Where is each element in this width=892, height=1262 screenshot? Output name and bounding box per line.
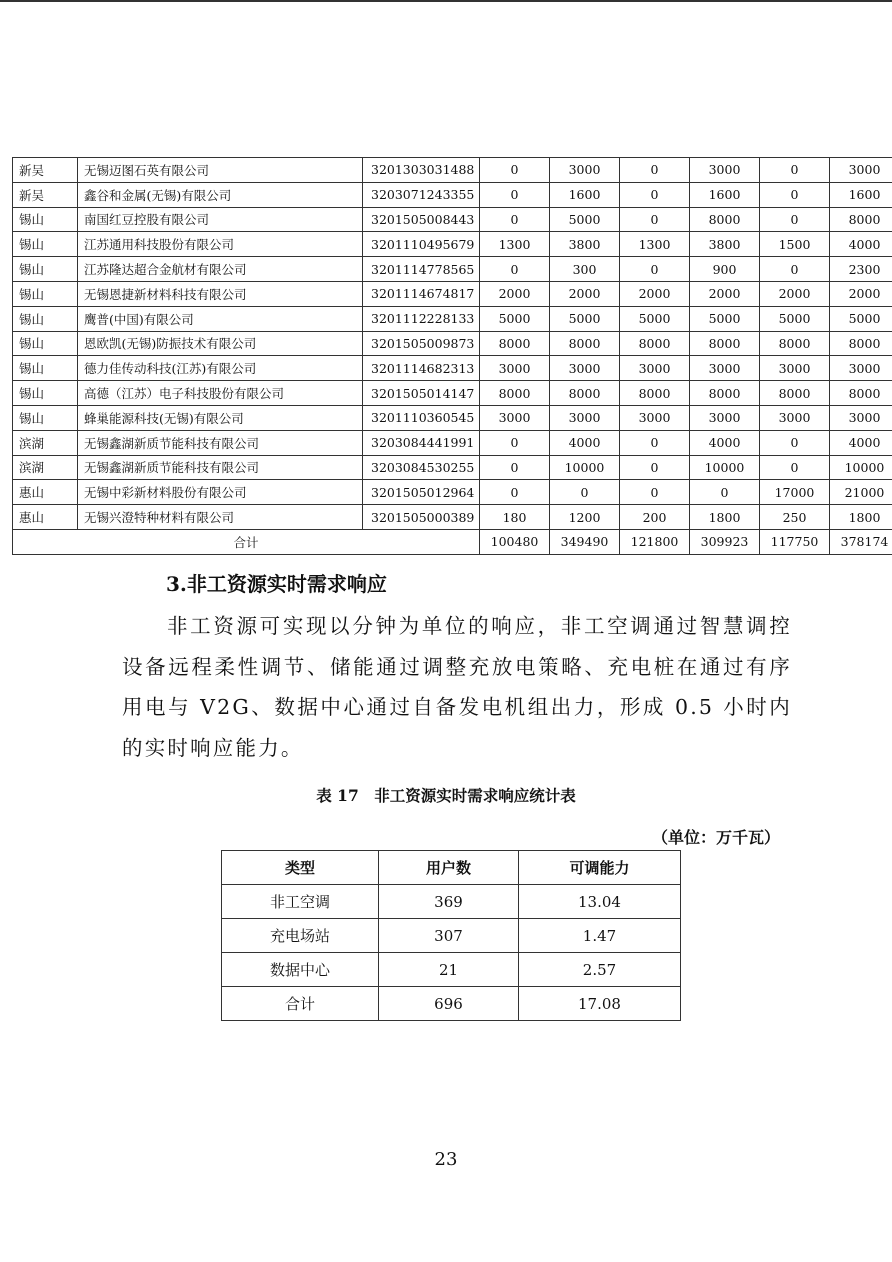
company-name-cell: 江苏隆达超合金航材有限公司 [78,257,363,282]
company-name-cell: 江苏通用科技股份有限公司 [78,232,363,257]
company-row [13,331,892,356]
capacity-value-cell: 10000 [830,455,892,480]
account-code-cell: 3201112228133 [363,306,480,331]
capacity-value-cell: 3800 [690,232,760,257]
capacity-value-cell: 2000 [830,281,892,306]
capacity-value-cell: 8000 [760,331,830,356]
district-cell: 新吴 [13,182,78,207]
company-row [13,405,892,430]
company-row [13,480,892,505]
capacity-value-cell: 8000 [830,207,892,232]
capacity-value-cell: 10000 [690,455,760,480]
capacity-value-cell: 200 [620,505,690,530]
district-cell: 滨湖 [13,430,78,455]
capacity-value-cell: 0 [620,257,690,282]
summary-type: 数据中心 [222,953,379,987]
summary-users: 21 [379,953,519,987]
company-name-cell: 恩欧凯(无锡)防振技术有限公司 [78,331,363,356]
capacity-value-cell: 0 [760,207,830,232]
capacity-value-cell: 5000 [620,306,690,331]
capacity-value-cell: 2000 [480,281,550,306]
capacity-value-cell: 0 [480,207,550,232]
account-code-cell: 3201114778565 [363,257,480,282]
capacity-value-cell: 8000 [690,331,760,356]
summary-capacity: 2.57 [519,953,681,987]
company-row [13,182,892,207]
district-cell: 惠山 [13,480,78,505]
capacity-value-cell: 0 [620,182,690,207]
total-label: 合计 [13,529,480,554]
company-row [13,207,892,232]
summary-capacity: 17.08 [519,987,681,1021]
capacity-value-cell: 3800 [550,232,620,257]
header-capacity: 可调能力 [519,851,681,885]
capacity-value-cell: 0 [480,480,550,505]
company-row [13,356,892,381]
capacity-value-cell: 1300 [620,232,690,257]
summary-row [222,885,681,919]
capacity-value-cell: 0 [480,455,550,480]
company-name-cell: 无锡迈图石英有限公司 [78,158,363,183]
summary-capacity: 13.04 [519,885,681,919]
capacity-value-cell: 5000 [480,306,550,331]
district-cell: 锡山 [13,356,78,381]
company-name-cell: 无锡鑫湖新质节能科技有限公司 [78,455,363,480]
section-heading: 3.非工资源实时需求响应 [166,572,387,596]
capacity-value-cell: 5000 [830,306,892,331]
capacity-value-cell: 1600 [690,182,760,207]
summary-users: 307 [379,919,519,953]
summary-users: 369 [379,885,519,919]
capacity-value-cell: 1300 [480,232,550,257]
account-code-cell: 3201114682313 [363,356,480,381]
company-row [13,158,892,183]
company-row [13,430,892,455]
capacity-value-cell: 10000 [550,455,620,480]
company-name-cell: 鹰普(中国)有限公司 [78,306,363,331]
district-cell: 锡山 [13,306,78,331]
capacity-value-cell: 3000 [480,356,550,381]
capacity-value-cell: 3000 [620,356,690,381]
capacity-value-cell: 8000 [830,331,892,356]
capacity-value-cell: 8000 [830,381,892,406]
district-cell: 锡山 [13,232,78,257]
capacity-value-cell: 3000 [830,356,892,381]
company-name-cell: 无锡恩捷新材料科技有限公司 [78,281,363,306]
district-cell: 锡山 [13,405,78,430]
capacity-value-cell: 900 [690,257,760,282]
district-cell: 锡山 [13,331,78,356]
company-name-cell: 高德（江苏）电子科技股份有限公司 [78,381,363,406]
company-row [13,455,892,480]
company-table-body [13,158,892,555]
capacity-value-cell: 3000 [760,356,830,381]
summary-type: 充电场站 [222,919,379,953]
capacity-value-cell: 8000 [690,207,760,232]
account-code-cell: 3201110360545 [363,405,480,430]
summary-users: 696 [379,987,519,1021]
company-name-cell: 无锡鑫湖新质节能科技有限公司 [78,430,363,455]
capacity-value-cell: 3000 [830,158,892,183]
capacity-value-cell: 0 [620,158,690,183]
capacity-value-cell: 5000 [690,306,760,331]
capacity-value-cell: 4000 [690,430,760,455]
company-name-cell: 无锡中彩新材料股份有限公司 [78,480,363,505]
capacity-value-cell: 2300 [830,257,892,282]
company-name-cell: 鑫谷和金属(无锡)有限公司 [78,182,363,207]
account-code-cell: 3201303031488 [363,158,480,183]
capacity-value-cell: 2000 [550,281,620,306]
account-code-cell: 3201505014147 [363,381,480,406]
capacity-value-cell: 4000 [830,232,892,257]
district-cell: 锡山 [13,381,78,406]
company-capacity-table [12,157,892,555]
district-cell: 锡山 [13,207,78,232]
capacity-value-cell: 0 [620,455,690,480]
capacity-value-cell: 0 [620,480,690,505]
capacity-value-cell: 1800 [690,505,760,530]
capacity-value-cell: 0 [480,257,550,282]
capacity-value-cell: 8000 [760,381,830,406]
capacity-value-cell: 0 [480,430,550,455]
account-code-cell: 3201110495679 [363,232,480,257]
capacity-value-cell: 0 [550,480,620,505]
summary-total-row [222,987,681,1021]
capacity-value-cell: 21000 [830,480,892,505]
district-cell: 锡山 [13,257,78,282]
summary-type: 合计 [222,987,379,1021]
capacity-value-cell: 1500 [760,232,830,257]
capacity-value-cell: 8000 [690,381,760,406]
total-value-cell: 349490 [550,529,620,554]
capacity-value-cell: 300 [550,257,620,282]
capacity-value-cell: 3000 [760,405,830,430]
capacity-value-cell: 0 [760,158,830,183]
header-type: 类型 [222,851,379,885]
company-name-cell: 无锡兴澄特种材料有限公司 [78,505,363,530]
capacity-value-cell: 3000 [550,356,620,381]
company-row [13,257,892,282]
table-caption: 表 17 非工资源实时需求响应统计表 [316,786,576,805]
account-code-cell: 3203084441991 [363,430,480,455]
company-row [13,381,892,406]
header-user-count: 用户数 [379,851,519,885]
capacity-value-cell: 5000 [550,207,620,232]
account-code-cell: 3201505008443 [363,207,480,232]
company-row [13,281,892,306]
capacity-value-cell: 0 [760,430,830,455]
capacity-value-cell: 17000 [760,480,830,505]
capacity-value-cell: 8000 [550,381,620,406]
account-code-cell: 3201114674817 [363,281,480,306]
account-code-cell: 3203071243355 [363,182,480,207]
company-total-row [13,529,892,554]
capacity-value-cell: 3000 [620,405,690,430]
capacity-value-cell: 0 [760,455,830,480]
company-name-cell: 蜂巢能源科技(无锡)有限公司 [78,405,363,430]
body-paragraph: 非工资源可实现以分钟为单位的响应，非工空调通过智慧调控设备远程柔性调节、储能通过调整充放电策略、充电桩在通过有序用电与 V2G、数据中心通过自备发电机组出力，形成 0.5 小时内的实时响应能力。 [122,614,792,760]
capacity-value-cell: 0 [760,182,830,207]
unit-note: （单位：万千瓦） [651,828,780,847]
capacity-value-cell: 8000 [620,381,690,406]
summary-type: 非工空调 [222,885,379,919]
total-value-cell: 378174 [830,529,892,554]
company-row [13,232,892,257]
capacity-value-cell: 0 [620,430,690,455]
district-cell: 滨湖 [13,455,78,480]
capacity-value-cell: 8000 [620,331,690,356]
account-code-cell: 3201505000389 [363,505,480,530]
district-cell: 锡山 [13,281,78,306]
company-name-cell: 南国红豆控股有限公司 [78,207,363,232]
capacity-value-cell: 250 [760,505,830,530]
company-row [13,505,892,530]
capacity-value-cell: 3000 [550,158,620,183]
total-value-cell: 117750 [760,529,830,554]
capacity-value-cell: 3000 [480,405,550,430]
capacity-value-cell: 4000 [550,430,620,455]
capacity-value-cell: 2000 [760,281,830,306]
capacity-value-cell: 8000 [480,381,550,406]
capacity-value-cell: 0 [760,257,830,282]
capacity-value-cell: 0 [690,480,760,505]
total-value-cell: 309923 [690,529,760,554]
company-name-cell: 德力佳传动科技(江苏)有限公司 [78,356,363,381]
summary-row [222,953,681,987]
capacity-value-cell: 0 [480,158,550,183]
top-rule [0,0,892,2]
capacity-value-cell: 2000 [690,281,760,306]
capacity-value-cell: 2000 [620,281,690,306]
capacity-value-cell: 3000 [690,356,760,381]
total-value-cell: 100480 [480,529,550,554]
capacity-value-cell: 1600 [550,182,620,207]
capacity-value-cell: 8000 [480,331,550,356]
capacity-value-cell: 3000 [550,405,620,430]
company-row [13,306,892,331]
summary-capacity: 1.47 [519,919,681,953]
summary-row [222,919,681,953]
capacity-value-cell: 1200 [550,505,620,530]
capacity-value-cell: 3000 [690,158,760,183]
capacity-value-cell: 4000 [830,430,892,455]
capacity-value-cell: 5000 [760,306,830,331]
capacity-value-cell: 3000 [830,405,892,430]
capacity-value-cell: 5000 [550,306,620,331]
total-value-cell: 121800 [620,529,690,554]
page-number: 23 [434,1149,458,1170]
district-cell: 新吴 [13,158,78,183]
capacity-value-cell: 0 [620,207,690,232]
capacity-value-cell: 8000 [550,331,620,356]
summary-header-row [222,851,681,885]
capacity-value-cell: 3000 [690,405,760,430]
account-code-cell: 3203084530255 [363,455,480,480]
capacity-value-cell: 1600 [830,182,892,207]
capacity-value-cell: 0 [480,182,550,207]
non-industrial-response-table [221,850,681,1021]
capacity-value-cell: 1800 [830,505,892,530]
account-code-cell: 3201505009873 [363,331,480,356]
district-cell: 惠山 [13,505,78,530]
account-code-cell: 3201505012964 [363,480,480,505]
capacity-value-cell: 180 [480,505,550,530]
